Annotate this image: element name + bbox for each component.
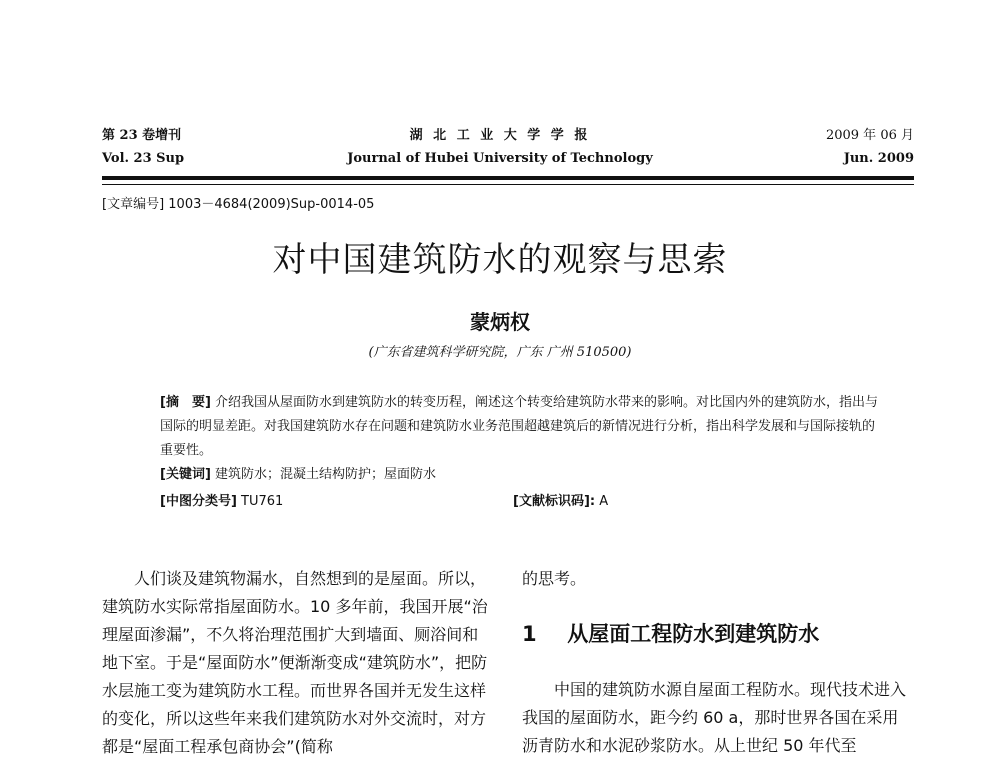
body-paragraph: 中国的建筑防水源自屋面工程防水。现代技术进入我国的屋面防水，距今约 60 a，那时世界各国在采用沥青防水和水泥砂浆防水。从上世纪 50 年代至	[522, 680, 907, 755]
volume-issue-en: Vol. 23 Sup	[102, 151, 185, 166]
volume-issue-cn: 第 23 卷增刊	[102, 128, 182, 143]
journal-name-en: Journal of Hubei University of Technology	[347, 151, 653, 166]
journal-name-cn: 湖 北 工 业 大 学 学 报	[409, 128, 591, 143]
header-rule-thick	[102, 176, 914, 180]
keywords-text: 建筑防水；混凝土结构防护；屋面防水	[215, 467, 437, 482]
affiliation: (广东省建筑科学研究院，广东 广州 510500)	[368, 345, 632, 360]
abstract-label: [摘 要]	[160, 395, 211, 410]
abstract	[160, 391, 880, 463]
abstract-text: 介绍我国从屋面防水到建筑防水的转变历程，阐述这个转变给建筑防水带来的影响。对比国内外的建筑防水，指出与国际的明显差距。对我国建筑防水存在问题和建筑防水业务范围超越建筑后的新情况进行分析，指出科学发展和与国际接轨的重要性。	[160, 395, 879, 458]
body-paragraph: 人们谈及建筑物漏水，自然想到的是屋面。所以，建筑防水实际常指屋面防水。10 多年前，我国开展“治理屋面渗漏”，不久将治理范围扩大到墙面、厕浴间和地下室。于是“屋面防水”便渐渐变成“建筑防水”，把防水层施工变为建筑防水工程。而世界各国并无发生这样的变化，所以这些年来我们建筑防水对外交流时，对方都是“屋面工程承包商协会”(简称	[102, 569, 488, 756]
section-number: 1	[522, 622, 537, 646]
keywords-label: [关键词]	[160, 467, 211, 482]
author: 蒙炳权	[470, 310, 530, 334]
clc-value: TU761	[241, 494, 284, 509]
document-code	[513, 493, 608, 511]
body-left-column	[102, 565, 494, 760]
abstract-block	[160, 391, 880, 487]
clc-label: [中图分类号]	[160, 494, 237, 509]
section-title: 从屋面工程防水到建筑防水	[567, 622, 820, 646]
issue-date-cn: 2009 年 06 月	[825, 128, 914, 143]
keywords	[160, 463, 880, 487]
issue-date-en: Jun. 2009	[843, 151, 914, 166]
body-right-continuation: 的思考。	[522, 569, 587, 588]
section-heading	[522, 619, 819, 649]
article-number: [文章编号] 1003－4684(2009)Sup-0014-05	[102, 197, 375, 212]
doc-code-value: A	[599, 494, 609, 509]
article-title: 对中国建筑防水的观察与思索	[272, 240, 728, 280]
body-right-column	[522, 676, 914, 760]
clc-number	[160, 493, 283, 511]
doc-code-label: [文献标识码]:	[513, 494, 596, 509]
header-rule-thin	[102, 184, 914, 185]
